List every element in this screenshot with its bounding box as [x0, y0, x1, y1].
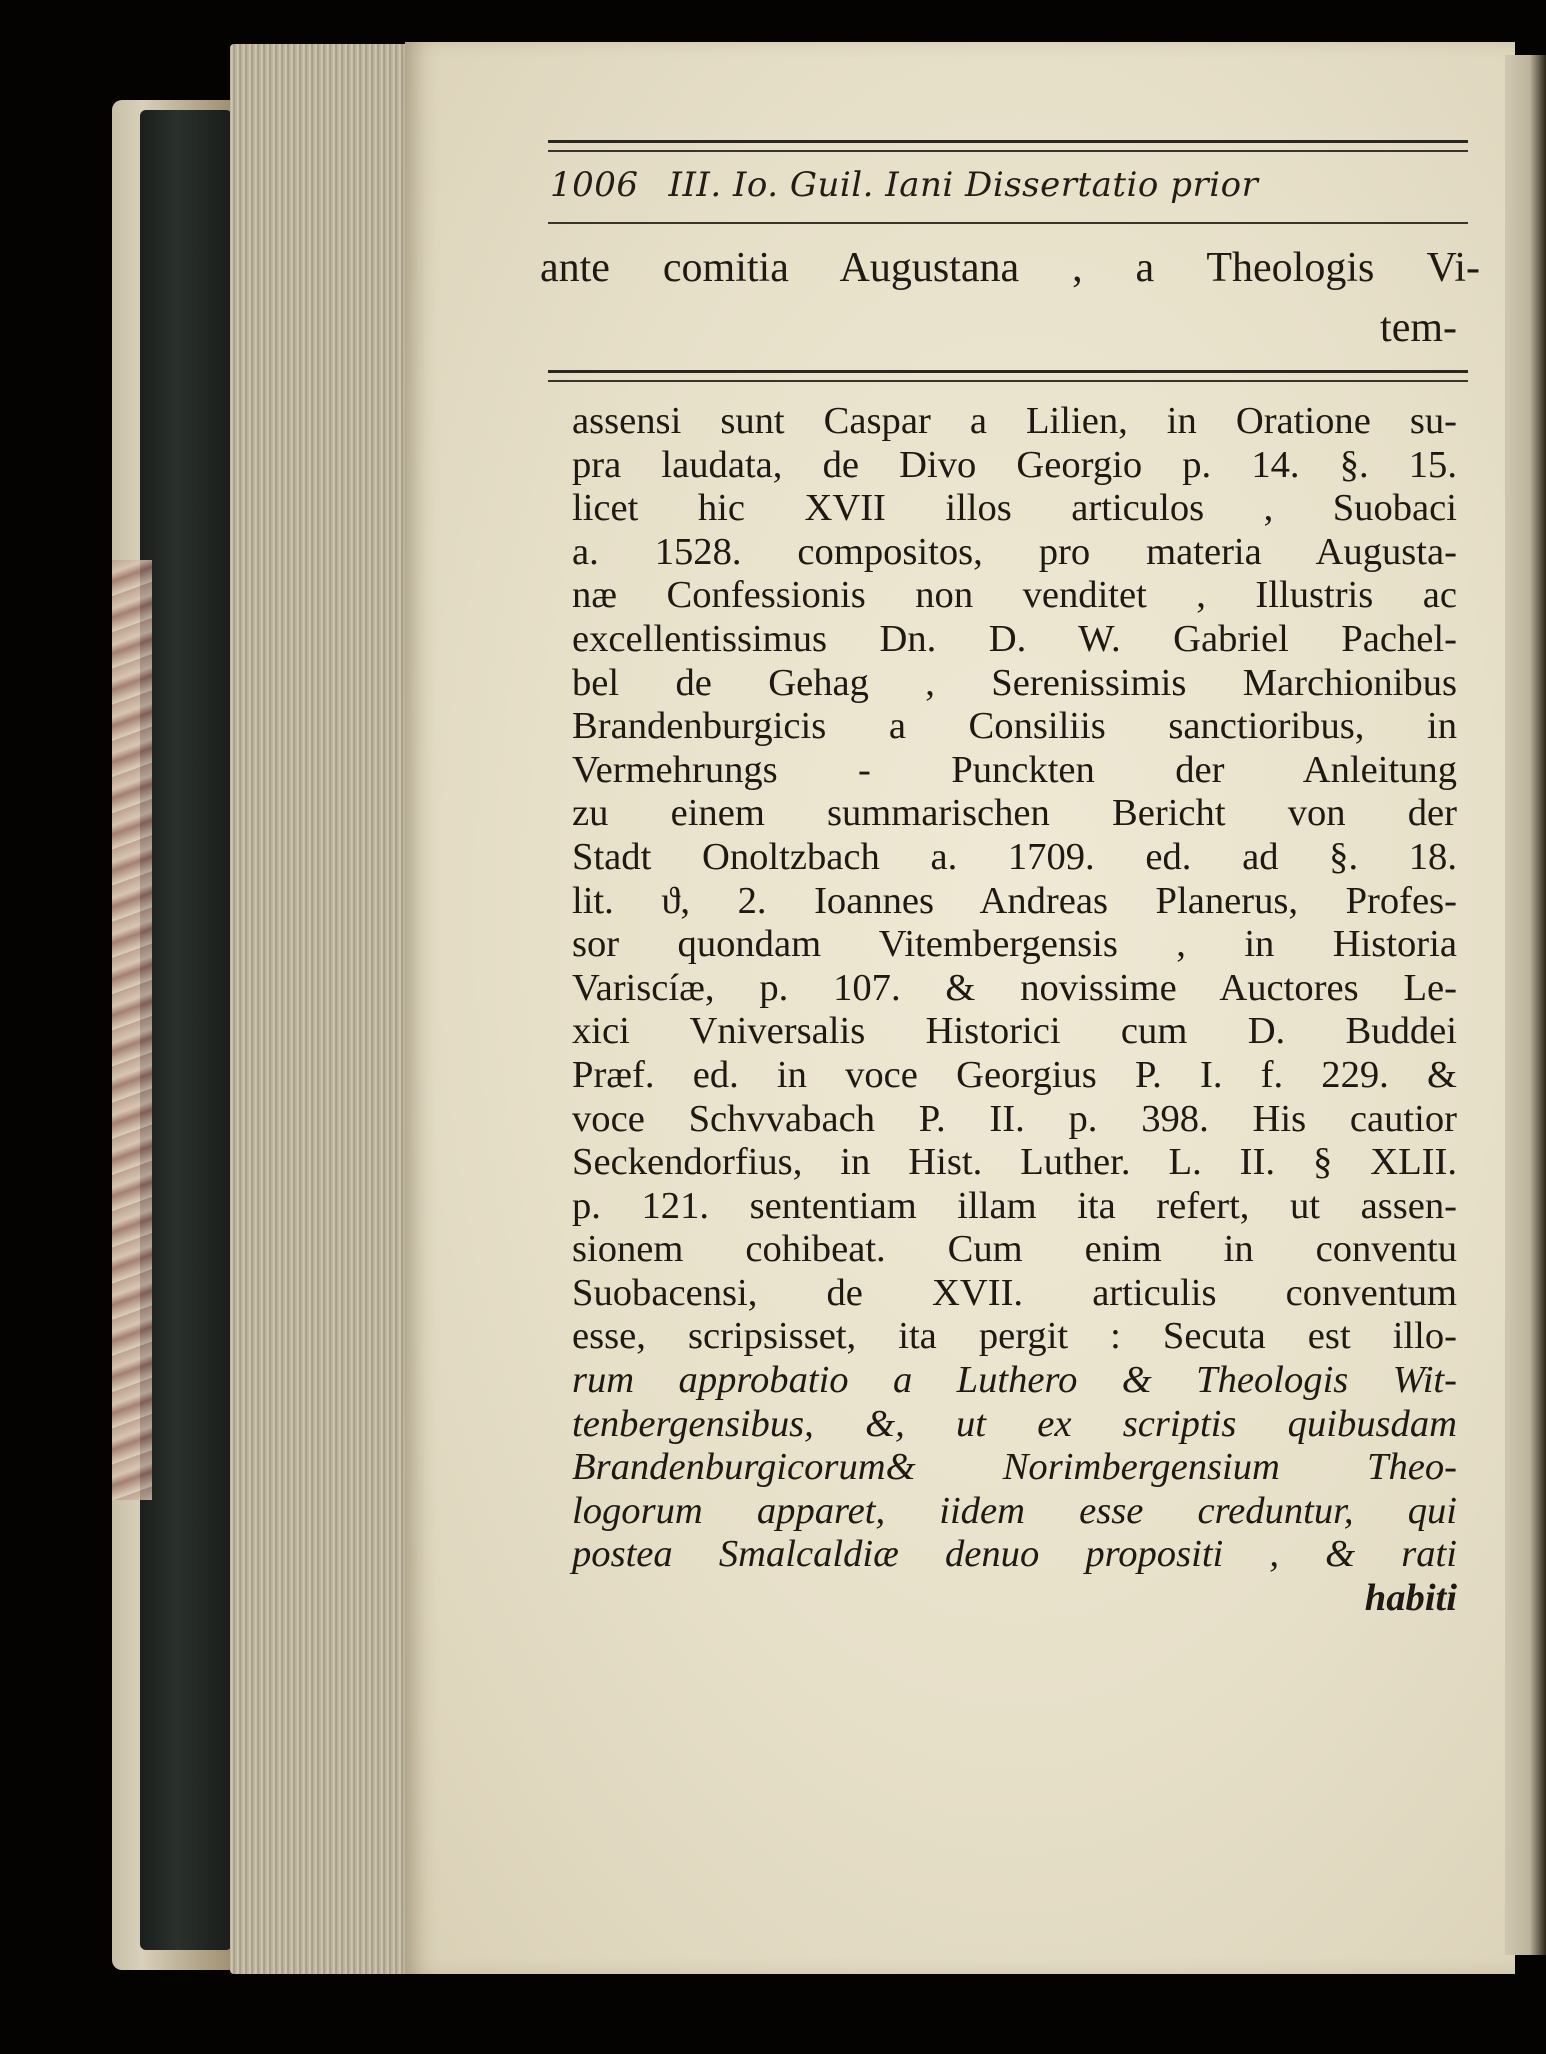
text-line: assensi sunt Caspar a Lilien, in Oratione su- [572, 400, 1457, 442]
continued-text-line-1: ante comitia Augustana , a Theologis Vi- [540, 245, 1480, 291]
body-text [572, 400, 1457, 1621]
continued-text-line-2: tem- [1380, 305, 1457, 351]
text-line: Stadt Onoltzbach a. 1709. ed. ad §. 18. [572, 835, 1457, 878]
catchword: habiti [1364, 1577, 1457, 1620]
text-line: xici Vniversalis Historici cum D. Buddei [572, 1010, 1457, 1053]
text-line: zu einem summarischen Bericht von der [572, 792, 1457, 835]
text-line: Variscíæ, p. 107. & novissime Auctores Le- [572, 966, 1457, 1009]
quotation-line: tenbergensibus, &, ut ex scriptis quibusdam [572, 1402, 1457, 1445]
text-line: esse, scripsisset, ita pergit : Secuta est illo- [572, 1315, 1457, 1358]
text-line: Vermehrungs - Punckten der Anleitung [572, 748, 1457, 791]
text-line: lit. ϑ, 2. Ioannes Andreas Planerus, Profes- [572, 879, 1457, 922]
next-page-edge [1505, 55, 1546, 1955]
running-title: III. Io. Guil. Iani Dissertatio prior [668, 165, 1259, 205]
quotation-line: Brandenburgicorum& Norimbergensium Theo- [572, 1446, 1457, 1489]
text-line: Seckendorfius, in Hist. Luther. L. II. § XLII. [572, 1141, 1457, 1184]
book-spine-board [140, 110, 232, 1950]
marbled-edge [112, 560, 152, 1500]
text-line: p. 121. sententiam illam ita refert, ut assen- [572, 1184, 1457, 1227]
text-line: excellentissimus Dn. D. W. Gabriel Pachel- [572, 617, 1457, 660]
header-rule-top-2 [548, 150, 1468, 152]
header-rule-bottom [548, 222, 1468, 224]
text-line: licet hic XVII illos articulos , Suobaci [572, 487, 1457, 530]
page-edges [230, 44, 415, 1974]
text-line: bel de Gehag , Serenissimis Marchionibus [572, 661, 1457, 704]
text-line: næ Confessionis non venditet , Illustris ac [572, 574, 1457, 617]
footnote-rule-2 [548, 380, 1468, 382]
running-header [550, 165, 1450, 205]
text-line: voce Schvvabach P. II. p. 398. His cautior [572, 1097, 1457, 1140]
quotation-line: rum approbatio a Luthero & Theologis Wit- [572, 1359, 1457, 1402]
page-number: 1006 [550, 165, 639, 205]
text-line: Brandenburgicis a Consiliis sanctioribus, in [572, 705, 1457, 748]
quotation-line: logorum apparet, iidem esse creduntur, qui [572, 1489, 1457, 1532]
text-line: pra laudata, de Divo Georgio p. 14. §. 15. [572, 443, 1457, 486]
text-line: sor quondam Vitembergensis , in Historia [572, 923, 1457, 966]
text-line: Præf. ed. in voce Georgius P. I. f. 229. & [572, 1053, 1457, 1096]
text-line: a. 1528. compositos, pro materia Augusta- [572, 530, 1457, 573]
footnote-rule [548, 370, 1468, 373]
quotation-line: postea Smalcaldiæ denuo propositi , & rati [572, 1533, 1457, 1576]
header-rule-top [548, 140, 1468, 143]
text-line: Suobacensi, de XVII. articulis conventum [572, 1271, 1457, 1314]
text-line: sionem cohibeat. Cum enim in conventu [572, 1228, 1457, 1271]
